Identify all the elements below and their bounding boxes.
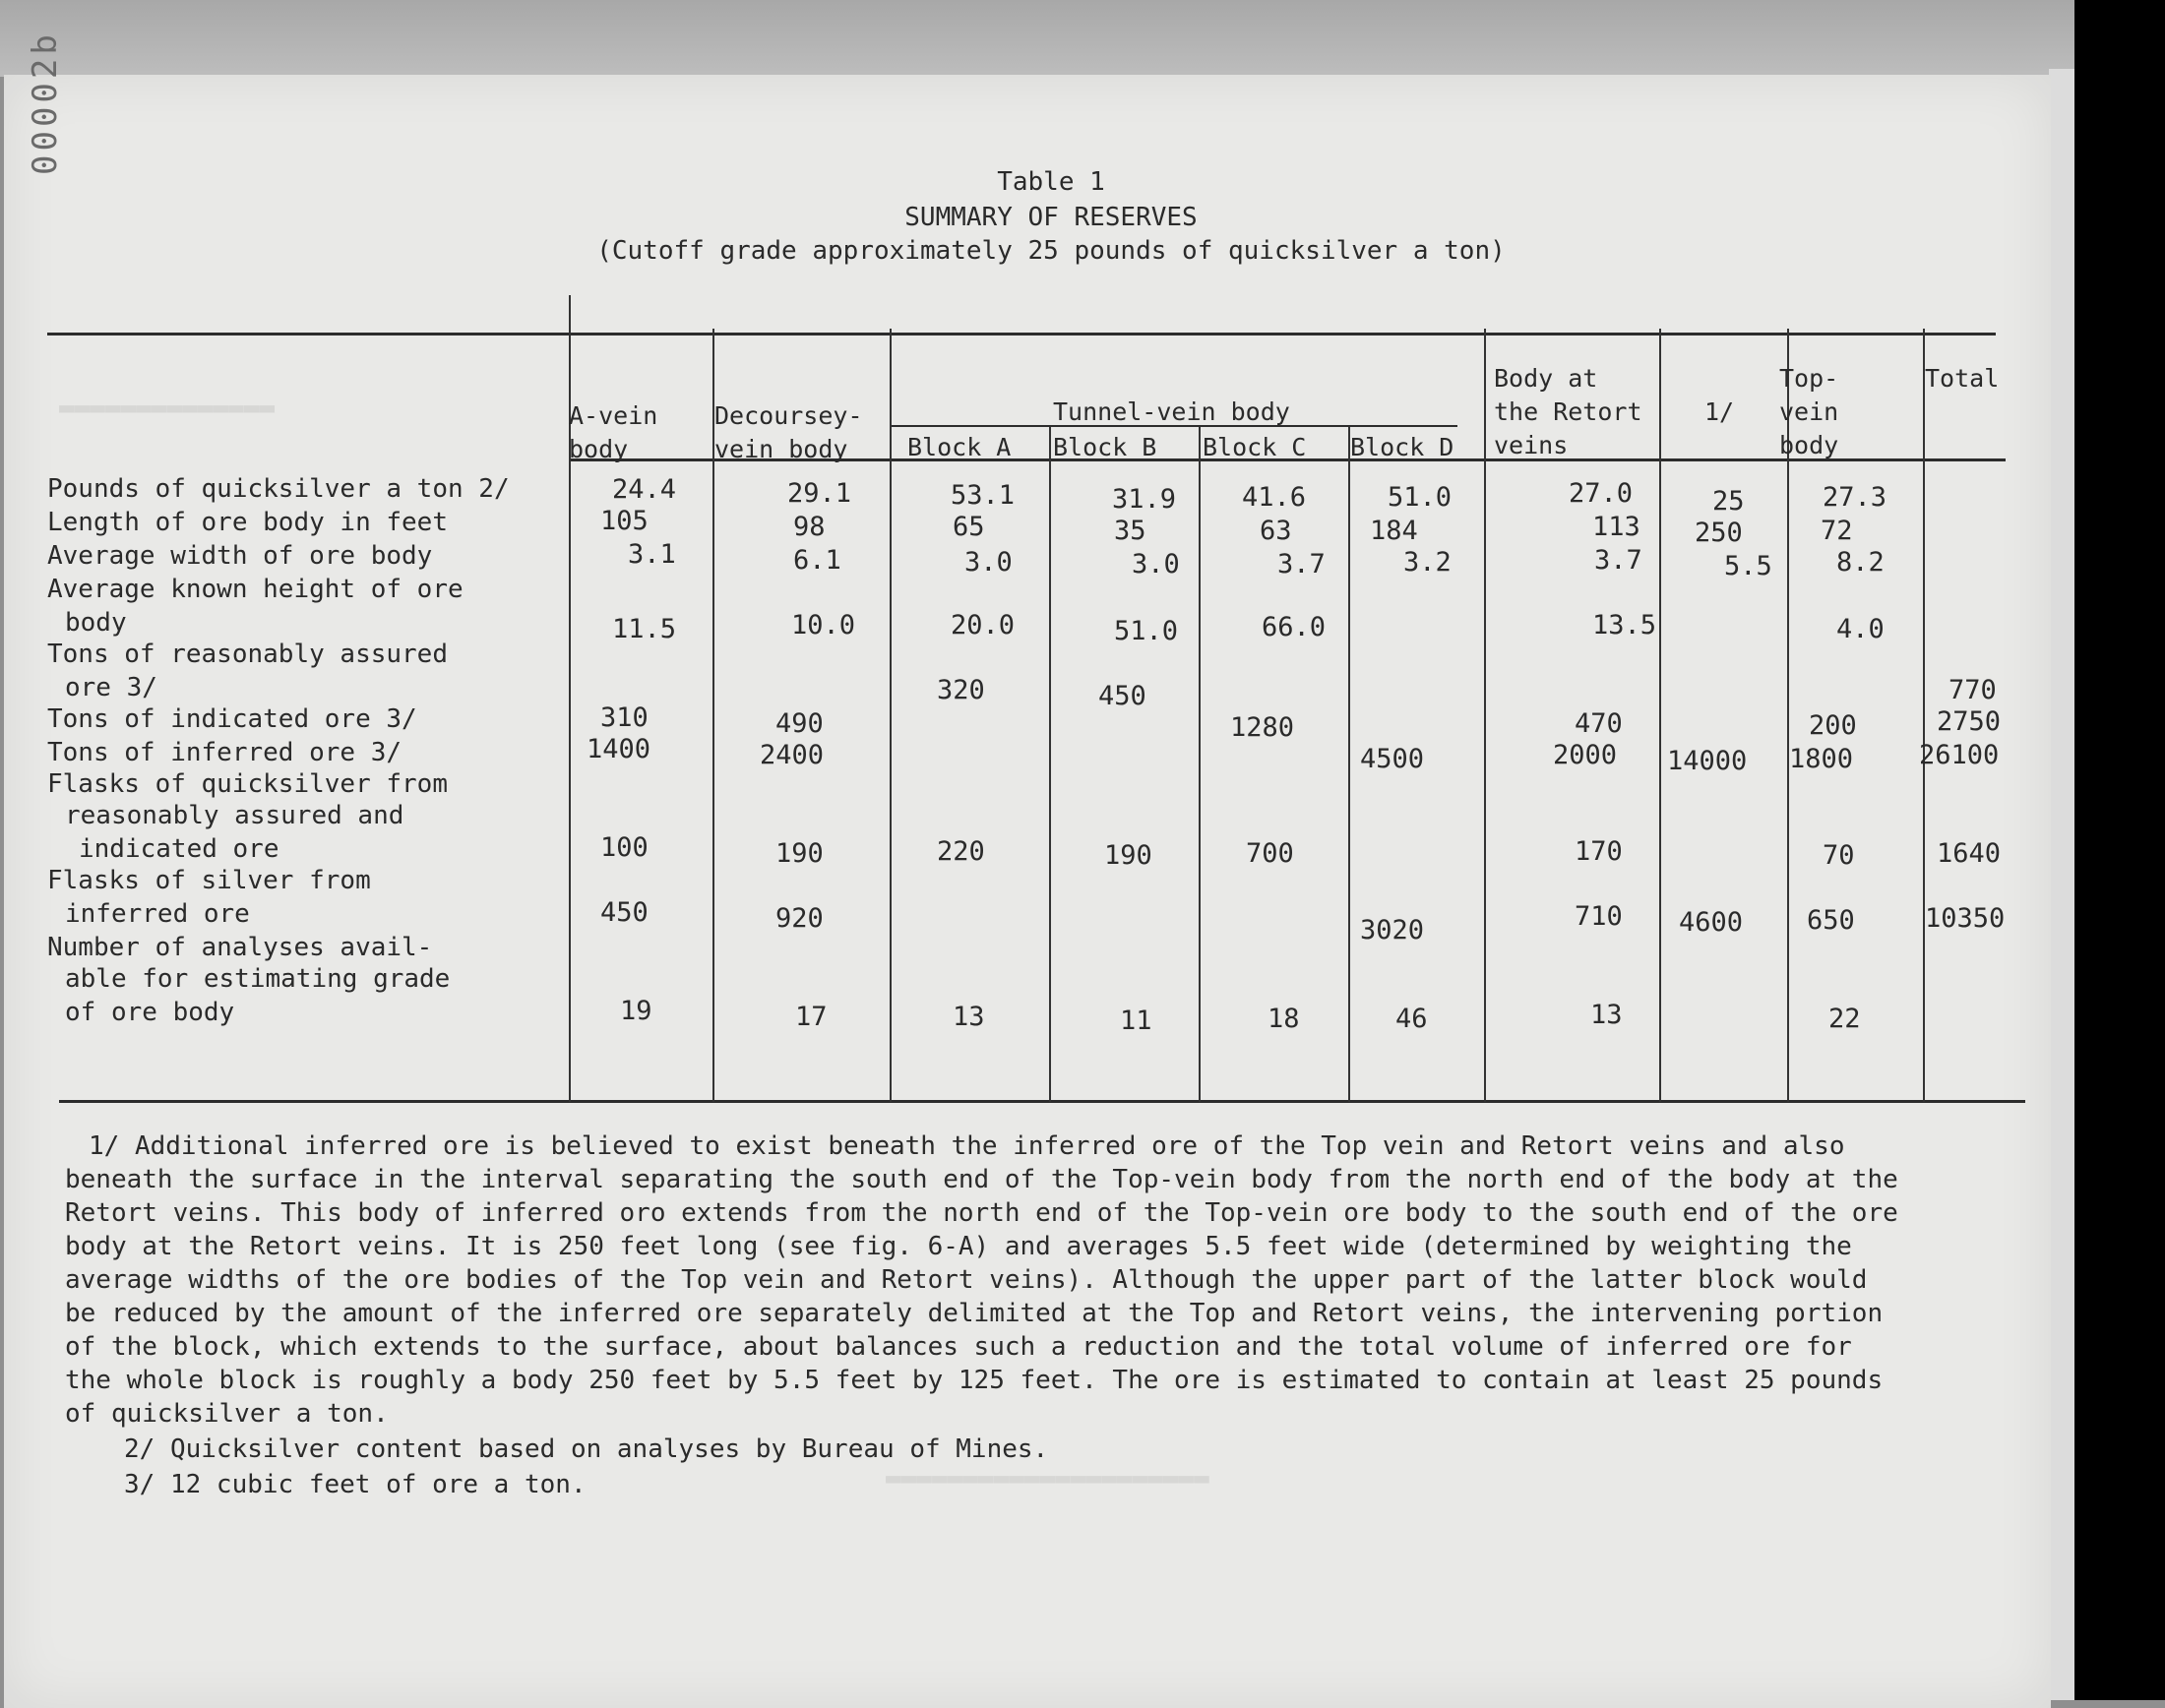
table-cell: 650 (1807, 905, 1855, 936)
table-cell: 72 (1821, 516, 1853, 546)
table-cell: 920 (775, 903, 824, 934)
column-rule (1348, 427, 1350, 1102)
table-cell: 65 (953, 512, 985, 542)
table-top-rule (47, 333, 1996, 336)
table-cell: 190 (1104, 840, 1152, 871)
page-stamp: 00002b (26, 30, 65, 175)
table-cell: 3.1 (628, 539, 676, 570)
table-cell: 220 (937, 836, 985, 867)
col-header-a-vein: body (569, 435, 629, 463)
table-cell: 2000 (1553, 740, 1618, 770)
table-cell: 27.0 (1569, 478, 1634, 509)
table-cell: 190 (775, 838, 824, 869)
table-cell: 320 (937, 675, 985, 705)
footnote-1-line: beneath the surface in the interval separating the south end of the Top-vein body from the north end of the body at the (65, 1165, 1898, 1194)
table-cell: 26100 (1919, 740, 2000, 770)
table-cell: 450 (1098, 681, 1146, 711)
table-cell: 2750 (1937, 706, 2002, 737)
col-header-block-c: Block C (1203, 433, 1307, 461)
column-rule (890, 329, 892, 1102)
table-cell: 51.0 (1388, 482, 1453, 513)
row-label: Length of ore body in feet (47, 508, 448, 537)
table-cell: 14000 (1667, 746, 1748, 776)
table-cell: 1800 (1789, 744, 1854, 774)
scan-border (2074, 0, 2165, 1700)
table-cell: 11 (1120, 1006, 1152, 1036)
table-cell: 113 (1592, 512, 1640, 542)
table-cell: 1280 (1230, 712, 1295, 743)
table-cell: 170 (1575, 836, 1623, 867)
bleed-through-mark: ▬▬▬▬▬▬▬▬▬▬▬▬▬▬▬▬▬▬▬▬▬ (886, 1466, 1209, 1495)
table-cell: 51.0 (1114, 616, 1179, 646)
table-cell: 66.0 (1262, 612, 1327, 642)
footnote-3: 3/ 12 cubic feet of ore a ton. (124, 1470, 587, 1499)
column-rule (1199, 427, 1201, 1102)
column-rule (1659, 329, 1661, 1102)
table-cell: 10350 (1925, 903, 2006, 934)
table-cell: 35 (1114, 516, 1146, 546)
row-label: Tons of indicated ore 3/ (47, 704, 417, 734)
table-cell: 3020 (1360, 915, 1425, 946)
table-cell: 310 (600, 702, 649, 733)
footnote-1-line: be reduced by the amount of the inferred ore separately delimited at the Top and Retort veins, the intervening portion (65, 1299, 1884, 1328)
col-header-top-vein: vein (1779, 397, 1839, 426)
footnote-1-line: of the block, which extends to the surface, about balances such a reduction and the total volume of inferred ore for (65, 1332, 1852, 1362)
row-label: able for estimating grade (65, 964, 451, 994)
table-cell: 4500 (1360, 744, 1425, 774)
col-header-note1: 1/ (1704, 397, 1735, 426)
row-label: Tons of inferred ore 3/ (47, 738, 402, 767)
table-cell: 184 (1370, 516, 1418, 546)
table-cell: 17 (795, 1002, 828, 1032)
column-rule (1484, 329, 1486, 1102)
footnote-1-line: 1/ Additional inferred ore is believed to exist beneath the inferred ore of the Top vein and Retort veins and also (89, 1131, 1845, 1161)
col-header-block-b: Block B (1053, 433, 1157, 461)
row-label: of ore body (65, 998, 235, 1027)
table-bottom-rule (59, 1100, 2025, 1103)
table-cell: 20.0 (951, 610, 1016, 640)
footnote-1-line: of quicksilver a ton. (65, 1399, 389, 1429)
table-cell: 250 (1695, 518, 1743, 548)
row-label: inferred ore (65, 899, 250, 929)
table-cell: 53.1 (951, 480, 1016, 511)
table-cell: 31.9 (1112, 484, 1177, 515)
footnote-1-line: Retort veins. This body of inferred oro extends from the north end of the Top-vein ore body to the south end of the ore (65, 1198, 1898, 1228)
table-cell: 2400 (760, 740, 825, 770)
col-header-top-vein: Top- (1779, 364, 1839, 393)
table-cell: 98 (793, 512, 826, 542)
column-rule (1049, 427, 1051, 1102)
table-cell: 100 (600, 832, 649, 863)
row-label: Average width of ore body (47, 541, 433, 571)
table-cell: 490 (775, 708, 824, 739)
footnote-1-line: the whole block is roughly a body 250 feet by 5.5 feet by 125 feet. The ore is estimated to contain at least 25 pounds (65, 1366, 1884, 1395)
table-cell: 6.1 (793, 545, 841, 576)
col-header-decoursey: Decoursey- (714, 401, 863, 430)
row-label: indicated ore (79, 834, 279, 864)
table-cell: 3.0 (1132, 549, 1180, 580)
column-rule (1923, 329, 1925, 1102)
table-cell: 19 (620, 996, 652, 1026)
row-label: ore 3/ (65, 673, 157, 702)
table-title: Table 1 (997, 167, 1105, 197)
table-cell: 450 (600, 897, 649, 928)
table-cell: 11.5 (612, 614, 677, 644)
row-label: body (65, 608, 127, 638)
table-cell: 1400 (587, 734, 651, 764)
table-cell: 24.4 (612, 474, 677, 505)
table-cell: 13 (1590, 1000, 1623, 1030)
row-label: Flasks of silver from (47, 866, 371, 895)
page-edge (2049, 69, 2076, 1700)
col-header-tunnel-group: Tunnel-vein body (1053, 397, 1290, 426)
table-cell: 3.7 (1594, 545, 1642, 576)
table-heading: SUMMARY OF RESERVES (904, 203, 1198, 232)
table-subheading: (Cutoff grade approximately 25 pounds of quicksilver a ton) (596, 236, 1506, 266)
table-cell: 70 (1823, 840, 1855, 871)
table-cell: 27.3 (1823, 482, 1887, 513)
col-header-retort: the Retort (1494, 397, 1642, 426)
table-cell: 105 (600, 506, 649, 536)
table-cell: 5.5 (1724, 551, 1772, 581)
row-label: Number of analyses avail- (47, 933, 433, 962)
table-cell: 63 (1260, 516, 1292, 546)
table-cell: 710 (1575, 901, 1623, 932)
col-header-retort: veins (1494, 431, 1569, 459)
table-cell: 13 (953, 1002, 985, 1032)
row-label: Flasks of quicksilver from (47, 769, 448, 799)
row-label: Average known height of ore (47, 575, 464, 604)
scan-background (0, 0, 2076, 77)
table-cell: 1640 (1937, 838, 2002, 869)
footnote-2: 2/ Quicksilver content based on analyses by Bureau of Mines. (124, 1434, 1049, 1464)
col-header-block-a: Block A (907, 433, 1012, 461)
bleed-through-mark: ▬▬▬▬▬▬▬▬▬▬▬▬▬▬ (59, 396, 276, 425)
table-cell: 770 (1948, 675, 1997, 705)
footnote-1-line: average widths of the ore bodies of the Top vein and Retort veins). Although the upper part of the latter block would (65, 1265, 1868, 1295)
table-cell: 10.0 (791, 610, 856, 640)
table-cell: 3.7 (1277, 549, 1326, 580)
table-cell: 25 (1712, 486, 1745, 517)
table-cell: 18 (1268, 1004, 1300, 1034)
table-cell: 3.0 (964, 547, 1013, 578)
col-header-a-vein: A-vein (569, 401, 658, 430)
row-label: Tons of reasonably assured (47, 640, 448, 669)
table-cell: 470 (1575, 708, 1623, 739)
footnote-1-line: body at the Retort veins. It is 250 feet long (see fig. 6-A) and averages 5.5 feet wide (determined by weighting the (65, 1232, 1852, 1261)
table-cell: 200 (1809, 710, 1857, 741)
table-cell: 46 (1395, 1004, 1428, 1034)
table-cell: 41.6 (1242, 482, 1307, 513)
col-header-total: Total (1925, 364, 2000, 393)
table-cell: 22 (1828, 1004, 1861, 1034)
table-cell: 13.5 (1592, 610, 1657, 640)
col-header-block-d: Block D (1350, 433, 1454, 461)
table-cell: 3.2 (1403, 547, 1452, 578)
col-header-retort: Body at (1494, 364, 1598, 393)
col-header-decoursey: vein body (714, 435, 848, 463)
table-cell: 4.0 (1836, 614, 1885, 644)
table-cell: 700 (1246, 838, 1294, 869)
row-label: reasonably assured and (65, 801, 404, 830)
table-cell: 29.1 (787, 478, 852, 509)
table-cell: 8.2 (1836, 547, 1885, 578)
col-header-top-vein: body (1779, 431, 1839, 459)
row-label: Pounds of quicksilver a ton 2/ (47, 474, 510, 504)
table-cell: 4600 (1679, 907, 1744, 938)
